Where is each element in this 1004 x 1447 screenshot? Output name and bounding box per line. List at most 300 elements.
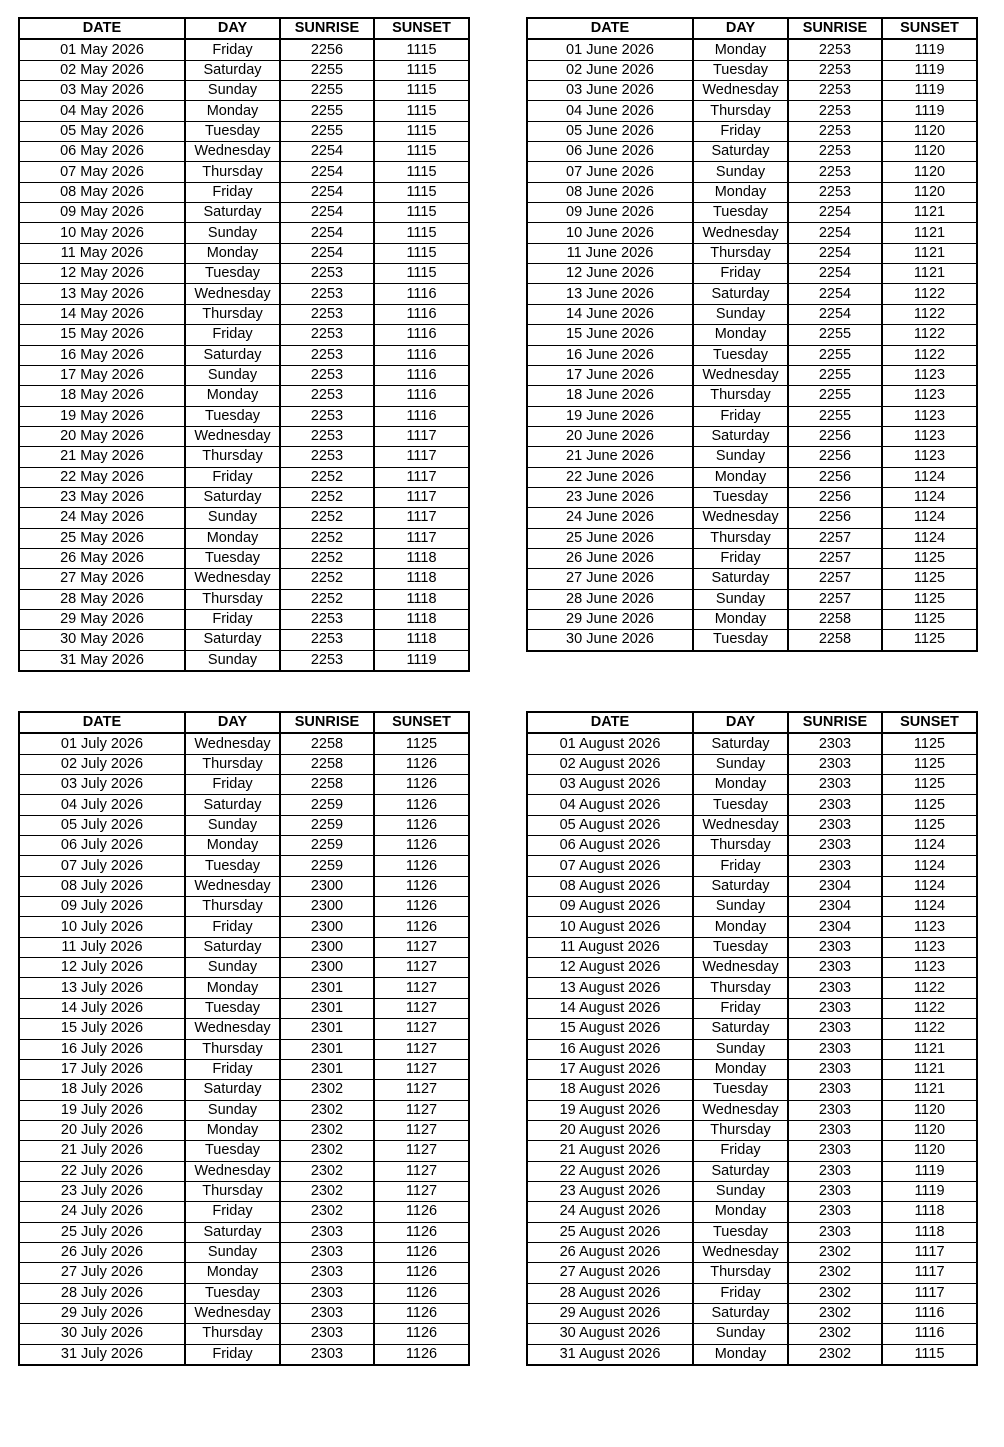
sunrise-header: SUNRISE xyxy=(280,18,374,39)
sunrise-cell: 2254 xyxy=(280,142,374,162)
table-row xyxy=(19,1019,469,1039)
day-cell: Monday xyxy=(185,978,280,998)
sunset-cell: 1119 xyxy=(882,1161,977,1181)
table-row xyxy=(527,264,977,284)
sunset-cell: 1122 xyxy=(882,978,977,998)
sunrise-cell: 2303 xyxy=(280,1324,374,1344)
date-cell: 30 June 2026 xyxy=(527,630,693,651)
july-sun-times-table xyxy=(18,711,470,1366)
sunset-cell: 1124 xyxy=(882,897,977,917)
sunset-cell: 1119 xyxy=(882,60,977,80)
table-row xyxy=(527,81,977,101)
day-cell: Tuesday xyxy=(185,998,280,1018)
day-cell: Saturday xyxy=(693,142,788,162)
sunrise-cell: 2302 xyxy=(788,1283,882,1303)
date-cell: 23 August 2026 xyxy=(527,1181,693,1201)
day-cell: Monday xyxy=(185,101,280,121)
table-row xyxy=(19,1344,469,1365)
table-row xyxy=(19,406,469,426)
sunrise-cell: 2259 xyxy=(280,836,374,856)
date-cell: 03 May 2026 xyxy=(19,81,185,101)
sunset-cell: 1116 xyxy=(882,1324,977,1344)
table-row xyxy=(527,121,977,141)
date-header: DATE xyxy=(527,18,693,39)
sunset-cell: 1117 xyxy=(374,487,469,507)
sunrise-cell: 2255 xyxy=(788,345,882,365)
sunset-cell: 1120 xyxy=(882,1120,977,1140)
sunset-cell: 1126 xyxy=(374,1202,469,1222)
sunrise-cell: 2303 xyxy=(788,978,882,998)
sunset-cell: 1116 xyxy=(374,325,469,345)
sunset-cell: 1123 xyxy=(882,386,977,406)
sunrise-cell: 2303 xyxy=(788,1202,882,1222)
sunset-cell: 1115 xyxy=(374,182,469,202)
table-row xyxy=(19,1080,469,1100)
day-cell: Monday xyxy=(693,325,788,345)
date-cell: 07 August 2026 xyxy=(527,856,693,876)
day-cell: Tuesday xyxy=(693,937,788,957)
table-row xyxy=(527,958,977,978)
sunrise-cell: 2303 xyxy=(788,1019,882,1039)
sunrise-cell: 2300 xyxy=(280,897,374,917)
table-row xyxy=(19,39,469,60)
sunset-cell: 1125 xyxy=(374,733,469,754)
table-row xyxy=(527,917,977,937)
day-cell: Thursday xyxy=(185,447,280,467)
day-cell: Sunday xyxy=(693,1039,788,1059)
day-cell: Saturday xyxy=(185,795,280,815)
date-cell: 31 July 2026 xyxy=(19,1344,185,1365)
sunset-cell: 1127 xyxy=(374,937,469,957)
sunrise-cell: 2302 xyxy=(280,1181,374,1201)
sunrise-cell: 2257 xyxy=(788,548,882,568)
sunset-cell: 1123 xyxy=(882,937,977,957)
day-cell: Wednesday xyxy=(693,958,788,978)
sunrise-cell: 2254 xyxy=(280,203,374,223)
sunset-cell: 1123 xyxy=(882,426,977,446)
sunrise-cell: 2301 xyxy=(280,1059,374,1079)
table-header-row xyxy=(527,712,977,733)
date-cell: 24 July 2026 xyxy=(19,1202,185,1222)
may-sun-times-table xyxy=(18,17,470,672)
sunset-cell: 1119 xyxy=(882,39,977,60)
date-cell: 02 June 2026 xyxy=(527,60,693,80)
table-row xyxy=(19,60,469,80)
sunrise-cell: 2253 xyxy=(788,162,882,182)
day-cell: Saturday xyxy=(185,60,280,80)
sunrise-header: SUNRISE xyxy=(280,712,374,733)
sunset-header: SUNSET xyxy=(882,18,977,39)
sunset-cell: 1117 xyxy=(374,447,469,467)
sunset-cell: 1127 xyxy=(374,1039,469,1059)
date-cell: 30 August 2026 xyxy=(527,1324,693,1344)
table-row xyxy=(19,876,469,896)
sunrise-cell: 2254 xyxy=(788,264,882,284)
sunrise-cell: 2253 xyxy=(280,609,374,629)
table-row xyxy=(527,528,977,548)
table-row xyxy=(19,243,469,263)
sunrise-cell: 2303 xyxy=(788,958,882,978)
day-cell: Wednesday xyxy=(693,81,788,101)
date-cell: 31 May 2026 xyxy=(19,650,185,671)
date-cell: 26 July 2026 xyxy=(19,1242,185,1262)
sunrise-cell: 2256 xyxy=(788,508,882,528)
table-row xyxy=(527,426,977,446)
sunrise-cell: 2253 xyxy=(280,406,374,426)
date-cell: 03 August 2026 xyxy=(527,775,693,795)
date-cell: 21 May 2026 xyxy=(19,447,185,467)
table-row xyxy=(527,406,977,426)
sunset-cell: 1125 xyxy=(882,795,977,815)
day-cell: Tuesday xyxy=(693,1080,788,1100)
date-cell: 07 July 2026 xyxy=(19,856,185,876)
table-row xyxy=(527,937,977,957)
table-row xyxy=(19,630,469,650)
date-cell: 01 May 2026 xyxy=(19,39,185,60)
sunset-cell: 1124 xyxy=(882,508,977,528)
sunset-cell: 1120 xyxy=(882,182,977,202)
table-row xyxy=(527,101,977,121)
sunset-cell: 1126 xyxy=(374,754,469,774)
sunset-cell: 1120 xyxy=(882,1141,977,1161)
day-cell: Thursday xyxy=(693,978,788,998)
sunset-cell: 1123 xyxy=(882,958,977,978)
date-cell: 29 June 2026 xyxy=(527,609,693,629)
day-cell: Friday xyxy=(185,775,280,795)
day-cell: Friday xyxy=(185,1202,280,1222)
sunset-cell: 1122 xyxy=(882,1019,977,1039)
date-cell: 03 June 2026 xyxy=(527,81,693,101)
date-cell: 19 May 2026 xyxy=(19,406,185,426)
sunset-cell: 1120 xyxy=(882,1100,977,1120)
day-cell: Thursday xyxy=(185,589,280,609)
table-row xyxy=(527,182,977,202)
sunset-cell: 1123 xyxy=(882,917,977,937)
sunset-cell: 1117 xyxy=(882,1242,977,1262)
day-cell: Tuesday xyxy=(693,203,788,223)
day-cell: Saturday xyxy=(693,569,788,589)
sunrise-cell: 2304 xyxy=(788,917,882,937)
table-row xyxy=(19,81,469,101)
table-row xyxy=(19,836,469,856)
table-row xyxy=(527,1161,977,1181)
day-cell: Wednesday xyxy=(185,569,280,589)
sunrise-cell: 2303 xyxy=(788,1161,882,1181)
table-row xyxy=(19,1324,469,1344)
day-cell: Tuesday xyxy=(693,60,788,80)
day-cell: Sunday xyxy=(185,508,280,528)
date-cell: 05 May 2026 xyxy=(19,121,185,141)
table-row xyxy=(527,856,977,876)
day-cell: Friday xyxy=(185,325,280,345)
day-cell: Monday xyxy=(185,1120,280,1140)
table-row xyxy=(527,1059,977,1079)
sunrise-cell: 2253 xyxy=(280,284,374,304)
sunset-cell: 1125 xyxy=(882,589,977,609)
table-row xyxy=(19,264,469,284)
day-cell: Wednesday xyxy=(185,1303,280,1323)
sunrise-cell: 2253 xyxy=(788,101,882,121)
sunset-cell: 1115 xyxy=(374,81,469,101)
sunset-cell: 1116 xyxy=(374,284,469,304)
day-cell: Thursday xyxy=(185,754,280,774)
date-cell: 07 June 2026 xyxy=(527,162,693,182)
date-cell: 04 June 2026 xyxy=(527,101,693,121)
date-cell: 25 August 2026 xyxy=(527,1222,693,1242)
sunrise-cell: 2302 xyxy=(788,1324,882,1344)
table-row xyxy=(527,223,977,243)
table-row xyxy=(19,1242,469,1262)
table-row xyxy=(527,487,977,507)
date-cell: 12 June 2026 xyxy=(527,264,693,284)
sunset-cell: 1127 xyxy=(374,1080,469,1100)
table-row xyxy=(19,754,469,774)
date-cell: 01 August 2026 xyxy=(527,733,693,754)
table-row xyxy=(527,1222,977,1242)
date-cell: 18 July 2026 xyxy=(19,1080,185,1100)
table-row xyxy=(19,733,469,754)
sunset-cell: 1115 xyxy=(374,142,469,162)
sunrise-header: SUNRISE xyxy=(788,18,882,39)
day-cell: Friday xyxy=(693,856,788,876)
sunset-cell: 1126 xyxy=(374,775,469,795)
date-cell: 29 August 2026 xyxy=(527,1303,693,1323)
sunrise-cell: 2302 xyxy=(280,1202,374,1222)
table-row xyxy=(527,142,977,162)
day-cell: Friday xyxy=(185,182,280,202)
sunset-header: SUNSET xyxy=(882,712,977,733)
sunrise-header: SUNRISE xyxy=(788,712,882,733)
date-cell: 16 July 2026 xyxy=(19,1039,185,1059)
sunrise-cell: 2254 xyxy=(280,243,374,263)
sunrise-cell: 2252 xyxy=(280,569,374,589)
sunset-cell: 1126 xyxy=(374,897,469,917)
day-cell: Monday xyxy=(693,39,788,60)
sunset-cell: 1126 xyxy=(374,795,469,815)
day-cell: Sunday xyxy=(693,1181,788,1201)
sunrise-cell: 2258 xyxy=(788,609,882,629)
date-cell: 04 August 2026 xyxy=(527,795,693,815)
day-cell: Friday xyxy=(693,406,788,426)
sunrise-cell: 2303 xyxy=(788,937,882,957)
date-cell: 02 August 2026 xyxy=(527,754,693,774)
day-cell: Saturday xyxy=(693,1303,788,1323)
sunset-cell: 1118 xyxy=(882,1222,977,1242)
date-cell: 05 July 2026 xyxy=(19,815,185,835)
sunset-cell: 1122 xyxy=(882,998,977,1018)
sunrise-cell: 2254 xyxy=(788,284,882,304)
date-cell: 15 July 2026 xyxy=(19,1019,185,1039)
sunset-cell: 1121 xyxy=(882,223,977,243)
table-row xyxy=(19,609,469,629)
date-cell: 18 May 2026 xyxy=(19,386,185,406)
sunrise-cell: 2253 xyxy=(788,182,882,202)
date-cell: 06 June 2026 xyxy=(527,142,693,162)
table-row xyxy=(19,1100,469,1120)
day-cell: Sunday xyxy=(185,958,280,978)
sunrise-cell: 2258 xyxy=(788,630,882,651)
table-row xyxy=(19,1263,469,1283)
sunset-cell: 1126 xyxy=(374,1242,469,1262)
sunset-cell: 1119 xyxy=(882,101,977,121)
sunset-cell: 1115 xyxy=(374,243,469,263)
sunset-cell: 1122 xyxy=(882,304,977,324)
sunrise-cell: 2303 xyxy=(788,856,882,876)
table-row xyxy=(19,1059,469,1079)
table-row xyxy=(19,569,469,589)
sunrise-cell: 2256 xyxy=(788,467,882,487)
day-cell: Friday xyxy=(693,548,788,568)
date-header: DATE xyxy=(19,18,185,39)
sunrise-cell: 2302 xyxy=(280,1080,374,1100)
table-row xyxy=(527,325,977,345)
date-cell: 20 May 2026 xyxy=(19,426,185,446)
sunset-cell: 1126 xyxy=(374,856,469,876)
sunrise-cell: 2256 xyxy=(788,447,882,467)
sunset-cell: 1126 xyxy=(374,815,469,835)
sunrise-cell: 2254 xyxy=(788,243,882,263)
date-cell: 14 June 2026 xyxy=(527,304,693,324)
day-cell: Thursday xyxy=(185,1181,280,1201)
day-cell: Friday xyxy=(185,917,280,937)
day-cell: Sunday xyxy=(693,304,788,324)
date-cell: 06 May 2026 xyxy=(19,142,185,162)
table-row xyxy=(527,589,977,609)
sunset-cell: 1115 xyxy=(374,39,469,60)
date-cell: 09 July 2026 xyxy=(19,897,185,917)
sunset-cell: 1117 xyxy=(374,528,469,548)
sunrise-cell: 2303 xyxy=(788,1059,882,1079)
day-cell: Wednesday xyxy=(693,1100,788,1120)
date-cell: 21 July 2026 xyxy=(19,1141,185,1161)
table-row xyxy=(527,978,977,998)
day-cell: Monday xyxy=(693,917,788,937)
day-cell: Friday xyxy=(185,467,280,487)
sunset-cell: 1127 xyxy=(374,1120,469,1140)
sunset-cell: 1117 xyxy=(374,508,469,528)
table-row xyxy=(19,1283,469,1303)
sunset-cell: 1123 xyxy=(882,365,977,385)
day-cell: Tuesday xyxy=(693,795,788,815)
day-cell: Wednesday xyxy=(693,223,788,243)
sunset-header: SUNSET xyxy=(374,18,469,39)
table-row xyxy=(527,1100,977,1120)
table-row xyxy=(19,345,469,365)
sunset-cell: 1115 xyxy=(374,101,469,121)
date-cell: 06 July 2026 xyxy=(19,836,185,856)
day-cell: Thursday xyxy=(693,243,788,263)
day-cell: Saturday xyxy=(185,630,280,650)
date-cell: 11 August 2026 xyxy=(527,937,693,957)
sunset-cell: 1125 xyxy=(882,733,977,754)
sunrise-cell: 2301 xyxy=(280,1019,374,1039)
sunrise-cell: 2253 xyxy=(788,81,882,101)
sunset-cell: 1123 xyxy=(882,447,977,467)
date-cell: 12 August 2026 xyxy=(527,958,693,978)
table-row xyxy=(19,162,469,182)
date-cell: 19 August 2026 xyxy=(527,1100,693,1120)
date-cell: 28 July 2026 xyxy=(19,1283,185,1303)
sunrise-cell: 2254 xyxy=(788,304,882,324)
table-row xyxy=(527,162,977,182)
table-row xyxy=(527,39,977,60)
table-row xyxy=(19,548,469,568)
table-row xyxy=(19,917,469,937)
sunrise-cell: 2302 xyxy=(788,1263,882,1283)
sunset-cell: 1127 xyxy=(374,958,469,978)
sunrise-cell: 2252 xyxy=(280,548,374,568)
sunset-cell: 1115 xyxy=(882,1344,977,1365)
date-cell: 08 August 2026 xyxy=(527,876,693,896)
sunset-cell: 1117 xyxy=(374,467,469,487)
sunrise-cell: 2303 xyxy=(788,1181,882,1201)
sunrise-cell: 2303 xyxy=(788,733,882,754)
table-row xyxy=(527,365,977,385)
table-row xyxy=(527,609,977,629)
sunset-cell: 1115 xyxy=(374,121,469,141)
sunset-header: SUNSET xyxy=(374,712,469,733)
day-cell: Wednesday xyxy=(185,142,280,162)
table-row xyxy=(527,203,977,223)
day-cell: Sunday xyxy=(693,754,788,774)
date-cell: 04 July 2026 xyxy=(19,795,185,815)
sunset-cell: 1122 xyxy=(882,345,977,365)
date-header: DATE xyxy=(19,712,185,733)
date-cell: 09 August 2026 xyxy=(527,897,693,917)
sunrise-cell: 2253 xyxy=(788,60,882,80)
sunrise-cell: 2303 xyxy=(788,1039,882,1059)
table-row xyxy=(527,1202,977,1222)
table-row xyxy=(19,1120,469,1140)
day-cell: Friday xyxy=(693,121,788,141)
sunrise-cell: 2257 xyxy=(788,589,882,609)
date-cell: 29 May 2026 xyxy=(19,609,185,629)
sunset-cell: 1127 xyxy=(374,1141,469,1161)
sunrise-cell: 2254 xyxy=(280,223,374,243)
table-row xyxy=(527,897,977,917)
date-cell: 11 June 2026 xyxy=(527,243,693,263)
day-cell: Saturday xyxy=(185,487,280,507)
sunrise-cell: 2257 xyxy=(788,528,882,548)
sunset-cell: 1119 xyxy=(882,81,977,101)
day-cell: Monday xyxy=(185,1263,280,1283)
sunset-cell: 1118 xyxy=(882,1202,977,1222)
day-cell: Sunday xyxy=(185,223,280,243)
day-cell: Sunday xyxy=(185,1242,280,1262)
date-cell: 26 June 2026 xyxy=(527,548,693,568)
date-cell: 05 August 2026 xyxy=(527,815,693,835)
table-row xyxy=(527,345,977,365)
table-row xyxy=(19,1181,469,1201)
day-cell: Monday xyxy=(185,836,280,856)
day-cell: Sunday xyxy=(693,162,788,182)
date-cell: 08 June 2026 xyxy=(527,182,693,202)
table-row xyxy=(19,937,469,957)
sunrise-cell: 2304 xyxy=(788,897,882,917)
table-row xyxy=(19,325,469,345)
date-cell: 15 August 2026 xyxy=(527,1019,693,1039)
table-row xyxy=(19,856,469,876)
date-cell: 12 July 2026 xyxy=(19,958,185,978)
date-cell: 02 July 2026 xyxy=(19,754,185,774)
sunset-cell: 1126 xyxy=(374,836,469,856)
day-cell: Monday xyxy=(185,386,280,406)
day-cell: Sunday xyxy=(185,365,280,385)
sunrise-cell: 2254 xyxy=(280,162,374,182)
sunset-cell: 1127 xyxy=(374,1059,469,1079)
table-row xyxy=(527,1324,977,1344)
day-cell: Thursday xyxy=(185,1039,280,1059)
